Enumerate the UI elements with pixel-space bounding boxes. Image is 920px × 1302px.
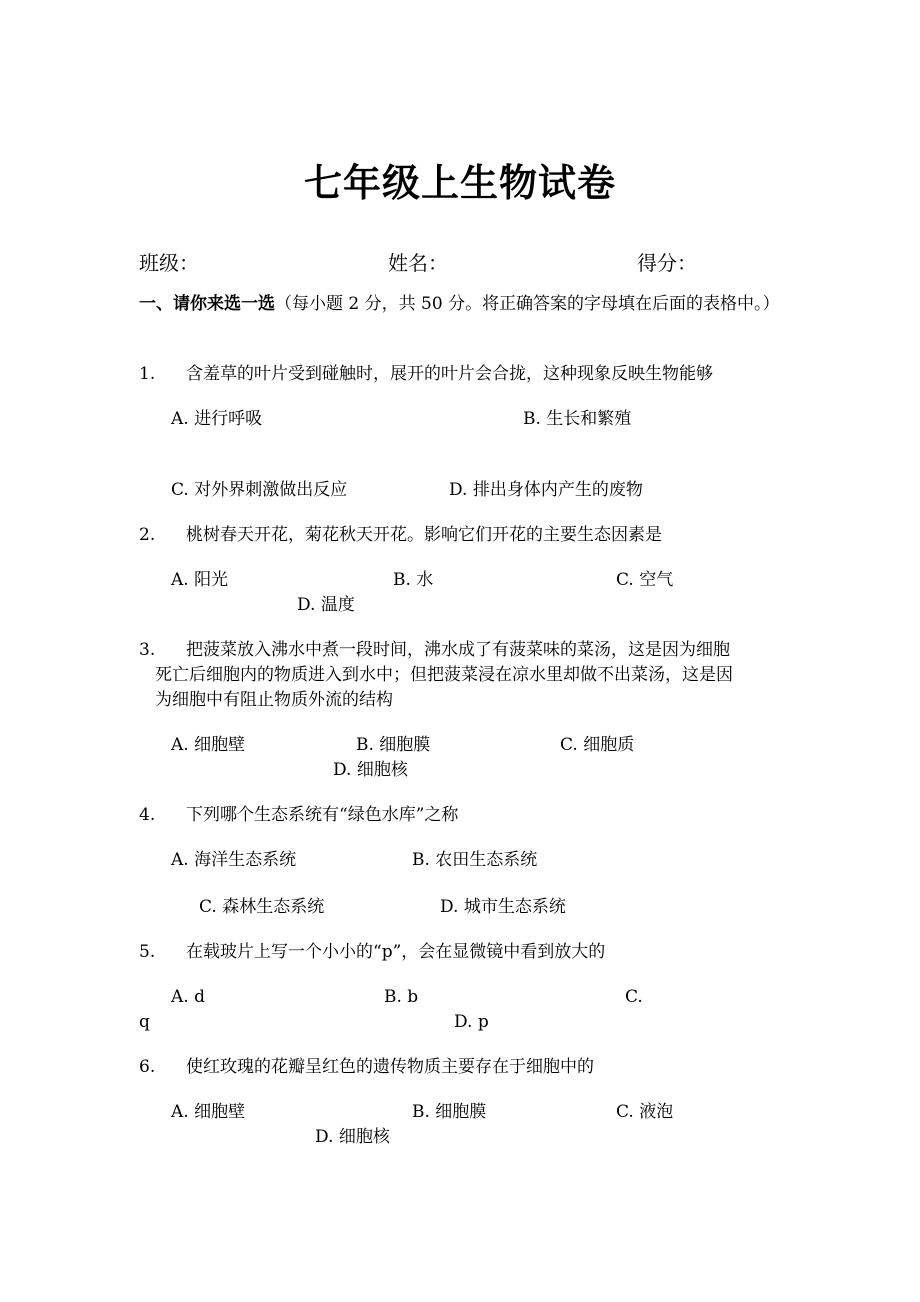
question-number: 6. [139, 1057, 156, 1077]
question-number: 2. [139, 525, 156, 545]
option-a: A. 阳光 [171, 570, 229, 590]
question-text: 把菠菜放入沸水中煮一段时间，沸水成了有菠菜味的菜汤，这是因为细胞 [186, 640, 730, 660]
option-d: D. 细胞核 [315, 1127, 390, 1147]
option-b: B. 细胞膜 [412, 1102, 487, 1122]
option-a: A. 海洋生态系统 [171, 850, 297, 870]
option-b: B. 水 [393, 570, 434, 590]
option-c: C. 液泡 [616, 1102, 674, 1122]
question-number: 1. [139, 364, 156, 384]
option-d: D. 城市生态系统 [440, 897, 566, 917]
question-text: 含羞草的叶片受到碰触时，展开的叶片会合拢，这种现象反映生物能够 [186, 364, 713, 384]
option-c-value: q [139, 1012, 150, 1032]
question-number: 3. [139, 640, 156, 660]
option-b: B. b [384, 987, 419, 1007]
option-c: C. [625, 987, 643, 1007]
option-d: D. 细胞核 [333, 760, 408, 780]
option-b: B. 农田生态系统 [412, 850, 538, 870]
option-a: A. 进行呼吸 [171, 409, 263, 429]
score-label: 得分： [637, 251, 697, 275]
option-d: D. 温度 [297, 595, 355, 615]
question-text-line2: 死亡后细胞内的物质进入到水中；但把菠菜浸在凉水里却做不出菜汤，这是因 [155, 665, 733, 685]
name-label: 姓名： [388, 251, 448, 275]
option-c: C. 对外界刺激做出反应 [171, 480, 348, 500]
option-c: C. 细胞质 [560, 735, 635, 755]
option-a: A. 细胞壁 [171, 735, 246, 755]
question-text: 使红玫瑰的花瓣呈红色的遗传物质主要存在于细胞中的 [186, 1057, 594, 1077]
option-d: D. p [454, 1012, 489, 1032]
page-title: 七年级上生物试卷 [303, 161, 616, 205]
question-number: 4. [139, 805, 156, 825]
question-text: 在载玻片上写一个小小的“p”，会在显微镜中看到放大的 [186, 942, 606, 962]
section-note: （每小题 2 分，共 50 分。将正确答案的字母填在后面的表格中。） [275, 294, 780, 314]
question-number: 5. [139, 942, 156, 962]
option-a: A. d [171, 987, 205, 1007]
option-b: B. 生长和繁殖 [523, 409, 632, 429]
class-label: 班级： [139, 251, 199, 275]
question-text-line3: 为细胞中有阻止物质外流的结构 [155, 690, 393, 710]
option-a: A. 细胞壁 [171, 1102, 246, 1122]
section-heading [139, 292, 784, 316]
section-title: 一、请你来选一选 [139, 294, 275, 314]
option-b: B. 细胞膜 [356, 735, 431, 755]
option-d: D. 排出身体内产生的废物 [449, 480, 643, 500]
question-text: 下列哪个生态系统有“绿色水库”之称 [186, 805, 459, 825]
option-c: C. 空气 [616, 570, 674, 590]
question-text: 桃树春天开花，菊花秋天开花。影响它们开花的主要生态因素是 [186, 525, 662, 545]
option-c: C. 森林生态系统 [199, 897, 325, 917]
